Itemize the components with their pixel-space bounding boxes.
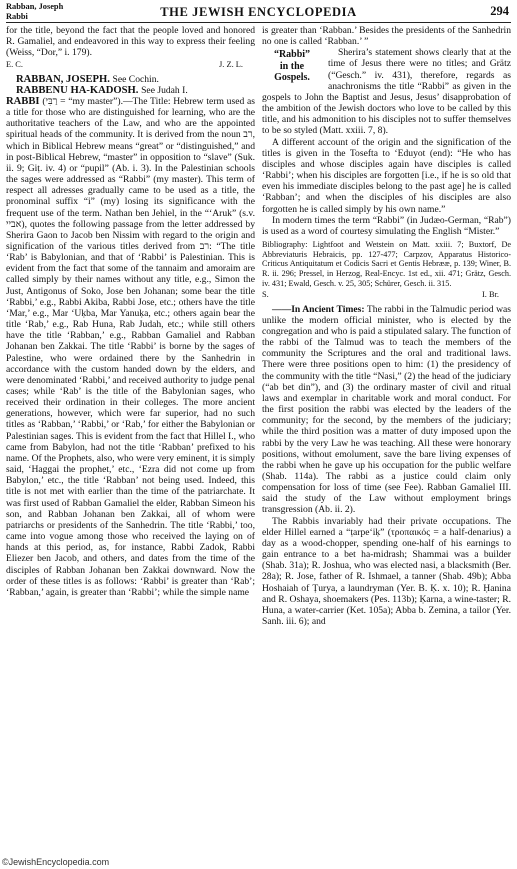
paragraph: The Rabbis invariably had their private occupations. The elder Hillel earned a “ṭarpe‘iḳ” (τροπαικός = a half-denarius) a day as a wood-chopper, spending one-half of his earnings to gain entrance to a bet ha-midrash; Shammai was a builder (Shab. 31a); R. Joshua, who was elected nasi, a blacksmith (Ber. 28a); R. Jose, father of R. Ishmael, a tanner (Shab. 49b); Abba Hoshaiah of Ṭurya, a laundryman (Yer. B. Ḳ. x. 10); R. Ḥanina and R. Oshaya, shoemakers (Pes. 113b); Ḳarna, a wine-taster; R. Huna, a water-carrier (Ket. 105a); Abba b. Zemina, a tailor (Yer. Sanh. iii. 6); and (262, 515, 511, 628)
marginal-line: in the (279, 60, 305, 72)
section-subheading: ——In Ancient Times: (272, 303, 365, 315)
continued-paragraph: for the title, beyond the fact that the people loved and honored R. Gamaliel, and endeavored in this way to express their feeling (Weiss, “Dor,” i. 179). (6, 25, 255, 59)
paragraph: is greater than ‘Rabban.’ Besides the presidents of the Sanhedrin no one is called ‘Rabban.’ ” (262, 25, 511, 48)
entry-rabbenu-ha-kadosh (6, 85, 255, 96)
cross-reference-link[interactable]: See Cochin. (112, 73, 159, 85)
left-column (6, 25, 255, 853)
marginal-line: Gospels. (274, 71, 310, 83)
marginal-heading-rabbi-gospels (262, 49, 322, 83)
cross-reference-link[interactable]: See Judah I. (141, 84, 188, 96)
rabbi-text: (רַבִּי = “my master”).—The Title: Hebrew term used as a title for those who are distinguished for learning, who are the authoritative teachers of the Law, and who are the appointed spiritual heads of the community. It is derived from the noun רב, which in Biblical Hebrew means “great” or “distinguished,” and in post-Biblical Hebrew, “master” in opposition to “slave” (Suk. ii. 9; Giṭ. iv. 4) or “pupil” (Ab. i. 3). In the Palestinian schools the sages were addressed as “Rabbi” (my master). This term of respect all adresses gradually came to be used as a title, the pronominal suffix “i” (my) losing its significance with the frequent use of the term. Nathan ben Jehiel, in the “‘Aruk” (s.v. אביי), quotes the following passage from the letter addressed by Sherira Gaon to Jacob ben Nissim with regard to the origin and signification of the various titles derived from רב: “The title ‘Rab’ is Babylonian, and that of ‘Rabbi’ is Palestinian. This is evident from the fact that some of the tannaim and amoraim are called simply by their names without any title, e.g., Simon the Just, Antigonus of Soko, Jose ben Johanan; some bear the title ‘Rabbi,’ e.g., Rabbi Akiba, Rabbi Jose, etc.; others have the title ‘Mar,’ e.g., Mar ‘Uḳba, Mar Yanuḳa, etc.; others again bear the title ‘Rab,’ e.g., Rab Huna, Rab Judah, etc.; while still others have the title ‘Rabban,’ e.g., Rabban Gamaliel and Rabban Johanan ben Zakkai. The title ‘Rabbi’ is borne by the sages of Palestine, who were ordained there by the Sanhedrin in accordance with the custom handed down by the elders, and were denominated ‘Rabbi,’ and received authority to judge penal cases; while ‘Rab’ is the title of the Babylonian sages, who received their ordination in their colleges. The more ancient generations, however, which were far superior, had no such titles as ‘Rabban,’ ‘Rabbi,’ or ‘Rab,’ for either the Babylonian or Palestinian sages. This is evident from the fact that Hillel I., who came from Babylon, had not the title ‘Rabban’ prefixed to his name. Of the Prophets, also, who were very eminent, it is simply said, ‘Haggai the prophet,’ etc., ‘Ezra did not come up from Babylon,’ etc., the title ‘Rabban’ not being used. Indeed, this title is not met with earlier than the time of the patriarchate. It was first used of Rabban Gamaliel the elder, Rabban Simeon his son, and Rabban Johanan ben Zakkai, all of whom were patriarchs or presidents of the Sanhedrin. The title ‘Rabbi,’ too, came into vogue among those who received the laying on of hands at this period, as, for instance, Rabbi Zadok, Rabbi Eliezer ben Jacob, and others, and dates from the time of the disciples of Rabban Johanan ben Zakkai downward. Now the order of these titles is as follows: ‘Rabbi’ is greater than ‘Rab’; ‘Rabban,’ again, is greater than ‘Rabbi’; while the simple name (6, 95, 255, 598)
rabbi-entry-paragraph (6, 96, 255, 598)
page-number: 294 (490, 4, 509, 18)
entry-title: RABBENU HA-KADOSH. (16, 84, 139, 96)
signature-initials-left: S. (262, 290, 269, 300)
entry-title: RABBAN, JOSEPH. (16, 73, 110, 85)
page-header (6, 2, 511, 23)
signature-initials-right: J. Z. L. (219, 60, 243, 70)
entry-rabban-joseph (6, 74, 255, 85)
marginal-line: “Rabbi” (273, 49, 311, 61)
paragraph: In modern times the term “Rabbi” (in Judæo-German, “Rab”) is used as a word of courtesy simulating the English “Mister.” (262, 214, 511, 237)
bibliography: Bibliography: Lightfoot and Wetstein on Matt. xxiii. 7; Buxtorf, De Abbreviaturis Hebraicis, pp. 127-477; Carpzov, Apparatus Historico-Criticus Antiquitatum et Codicis Sacri et Gentis Hebrææ, p. 139; Winer, B. R. ii. 296; Pressel, in Herzog, Real-Encyc. 1st ed., xii. 471; Grätz, Gesch. iv. 431; Ewald, Gesch. v. 25, 305; Schürer, Gesch. ii. 315. (262, 239, 511, 288)
right-column (262, 25, 511, 853)
signature-line (262, 289, 511, 300)
section-text: The rabbi in the Talmudic period was unlike the modern official minister, who is elected by the congregation and who is paid a stipulated salary. The function of the rabbi of the Talmud was to teach the members of the community the Scriptures and the oral and traditional laws. There were three positions open to him: (1) the presidency of the community with the title “Nasi,” (2) the head of the judiciary (“ab bet din”), and (3) the ordinary master of civil and ritual laws and exemplar in charitable work and moral conduct. For the first position the rabbi was elected by the leaders of the community; for the second, by the members of the judiciary; while the third position was a matter of duty imposed upon the rabbi by the very Law he was teaching. All these were honorary positions, without emolument, save the bare living expenses of the rabbi when he gave up his occupation for the public welfare (Shab. 114a). The rabbi as a justice could claim only compensation for loss of time (see Fee). Rabban Gamaliel III. said the study of the Law without employment brings transgression (Ab. ii. 2). (262, 303, 511, 516)
running-head-line-2: Rabbi (6, 11, 28, 21)
running-head-line-1: Rabban, Joseph (6, 2, 64, 11)
paragraph: Sherira’s statement shows clearly that at the time of Jesus there were no titles; and Grätz (“Gesch.” iv. 431), therefore, regards as anachronisms the title “Rabbi” as given in the gospels to John the Baptist and Jesus, Jesus’ disapprobation of the ambition of the Jewish doctors who love to be called by this title, and his admonition to his disciples not to suffer themselves to be so styled (Matt. xxiii. 7, 8). (262, 47, 511, 137)
copyright-footer: ©JewishEncyclopedia.com (2, 857, 110, 867)
paragraph: A different account of the origin and the signification of the titles is given in the Tosefta to ‘Eduyot (end): “He who has disciples and whose disciples again have disciples is called ‘Rabbi’; when his disciples are forgotten [i.e., if he is so old that even his immediate disciples belong to the past age] he is called ‘Rabban’; and when the disciples of his disciples are also forgotten he is called simply by his own name.” (262, 136, 511, 215)
signature-initials-right: I. Br. (482, 290, 499, 300)
rabbi-lemma: RABBI (6, 95, 40, 107)
publication-title: THE JEWISH ENCYCLOPEDIA (160, 5, 357, 19)
signature-initials-left: E. C. (6, 60, 23, 70)
signature-line (6, 59, 255, 70)
ancient-times-paragraph (262, 304, 511, 516)
